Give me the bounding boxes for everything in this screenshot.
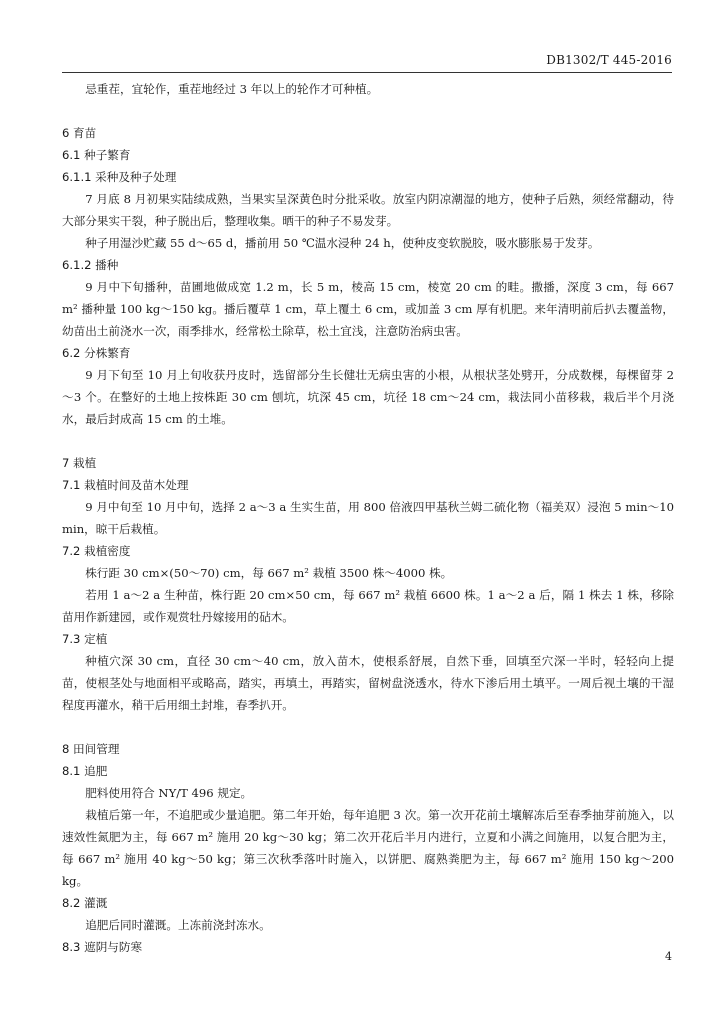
heading-6-2: 6.2 分株繁育 bbox=[62, 346, 131, 360]
page-number: 4 bbox=[665, 950, 672, 963]
heading-7-2: 7.2 栽植密度 bbox=[62, 544, 131, 558]
document-body bbox=[62, 78, 674, 958]
heading-7: 7 栽植 bbox=[62, 456, 97, 470]
paragraph-intro: 忌重茬，宜轮作，重茬地经过 3 年以上的轮作才可种植。 bbox=[85, 82, 379, 96]
heading-7-1: 7.1 栽植时间及苗木处理 bbox=[62, 478, 189, 492]
paragraph-6-1-1-a: 7 月底 8 月初果实陆续成熟，当果实呈深黄色时分批采收。放室内阴凉潮湿的地方，使种子后熟，须经常翻动，待大部分果实干裂，种子脱出后，整理收集。晒干的种子不易发芽。 bbox=[62, 192, 674, 228]
paragraph-8-2: 追肥后同时灌溉。上冻前浇封冻水。 bbox=[85, 918, 271, 932]
heading-8-1: 8.1 追肥 bbox=[62, 764, 108, 778]
paragraph-7-2-b: 若用 1 a～2 a 生种苗，株行距 20 cm×50 cm，每 667 m² 栽植 6600 株。1 a～2 a 后，隔 1 株去 1 株，移除苗用作新建园，或作观赏牡丹嫁接用的砧木。 bbox=[62, 588, 674, 624]
paragraph-6-2: 9 月下旬至 10 月上旬收获丹皮时，选留部分生长健壮无病虫害的小根，从根状茎处劈开，分成数棵，每棵留芽 2～3 个。在整好的土地上按株距 30 cm 刨坑，坑深 45 cm，坑径 18 cm～24 cm，栽法同小苗移栽，栽后半个月浇水，最后封成高 15 cm 的土堆。 bbox=[62, 368, 674, 426]
heading-8: 8 田间管理 bbox=[62, 742, 120, 756]
paragraph-7-1: 9 月中旬至 10 月中旬，选择 2 a～3 a 生实生苗，用 800 倍液四甲基秋兰姆二硫化物（福美双）浸泡 5 min～10 min，晾干后栽植。 bbox=[62, 500, 674, 536]
section-gap bbox=[62, 716, 674, 738]
heading-7-3: 7.3 定植 bbox=[62, 632, 108, 646]
heading-6-1: 6.1 种子繁育 bbox=[62, 148, 131, 162]
heading-6-1-2: 6.1.2 播种 bbox=[62, 258, 119, 272]
heading-8-2: 8.2 灌溉 bbox=[62, 896, 108, 910]
heading-6: 6 育苗 bbox=[62, 126, 97, 140]
paragraph-7-2-a: 株行距 30 cm×(50～70) cm，每 667 m² 栽植 3500 株～4000 株。 bbox=[85, 566, 453, 580]
paragraph-8-1-b: 栽植后第一年，不追肥或少量追肥。第二年开始，每年追肥 3 次。第一次开花前土壤解冻后至春季抽芽前施入，以速效性氮肥为主，每 667 m² 施用 20 kg～30 kg；第二次开花后半月内进行，立夏和小满之间施用，以复合肥为主，每 667 m² 施用 40 kg～50 kg；第三次秋季落叶时施入，以饼肥、腐熟粪肥为主，每 667 m² 施用 150 kg～200 kg。 bbox=[62, 808, 674, 888]
heading-8-3: 8.3 遮阴与防寒 bbox=[62, 940, 143, 954]
paragraph-6-1-1-b: 种子用湿沙贮藏 55 d～65 d，播前用 50 ℃温水浸种 24 h，使种皮变软脱胶，吸水膨胀易于发芽。 bbox=[85, 236, 600, 250]
document-code: DB1302/T 445-2016 bbox=[546, 53, 672, 67]
paragraph-7-3: 种植穴深 30 cm，直径 30 cm～40 cm，放入苗木，使根系舒展，自然下垂，回填至穴深一半时，轻轻向上提苗，使根茎处与地面相平或略高，踏实，再填土，再踏实，留树盘浇透水，待水下渗后用土填平。一周后视土壤的干湿程度再灌水，稍干后用细土封堆，春季扒开。 bbox=[62, 654, 674, 712]
section-gap bbox=[62, 100, 674, 122]
paragraph-6-1-2: 9 月中下旬播种，苗圃地做成宽 1.2 m，长 5 m，棱高 15 cm，棱宽 20 cm 的畦。撒播，深度 3 cm，每 667 m² 播种量 100 kg～150 kg。播后覆草 1 cm，草上覆土 6 cm，或加盖 3 cm 厚有机肥。来年清明前后扒去覆盖物，幼苗出土前浇水一次，雨季排水，经常松土除草，松土宜浅，注意防治病虫害。 bbox=[62, 280, 674, 338]
paragraph-8-1-a: 肥料使用符合 NY/T 496 规定。 bbox=[85, 786, 253, 800]
section-gap bbox=[62, 430, 674, 452]
header-rule bbox=[62, 72, 672, 73]
heading-6-1-1: 6.1.1 采种及种子处理 bbox=[62, 170, 177, 184]
